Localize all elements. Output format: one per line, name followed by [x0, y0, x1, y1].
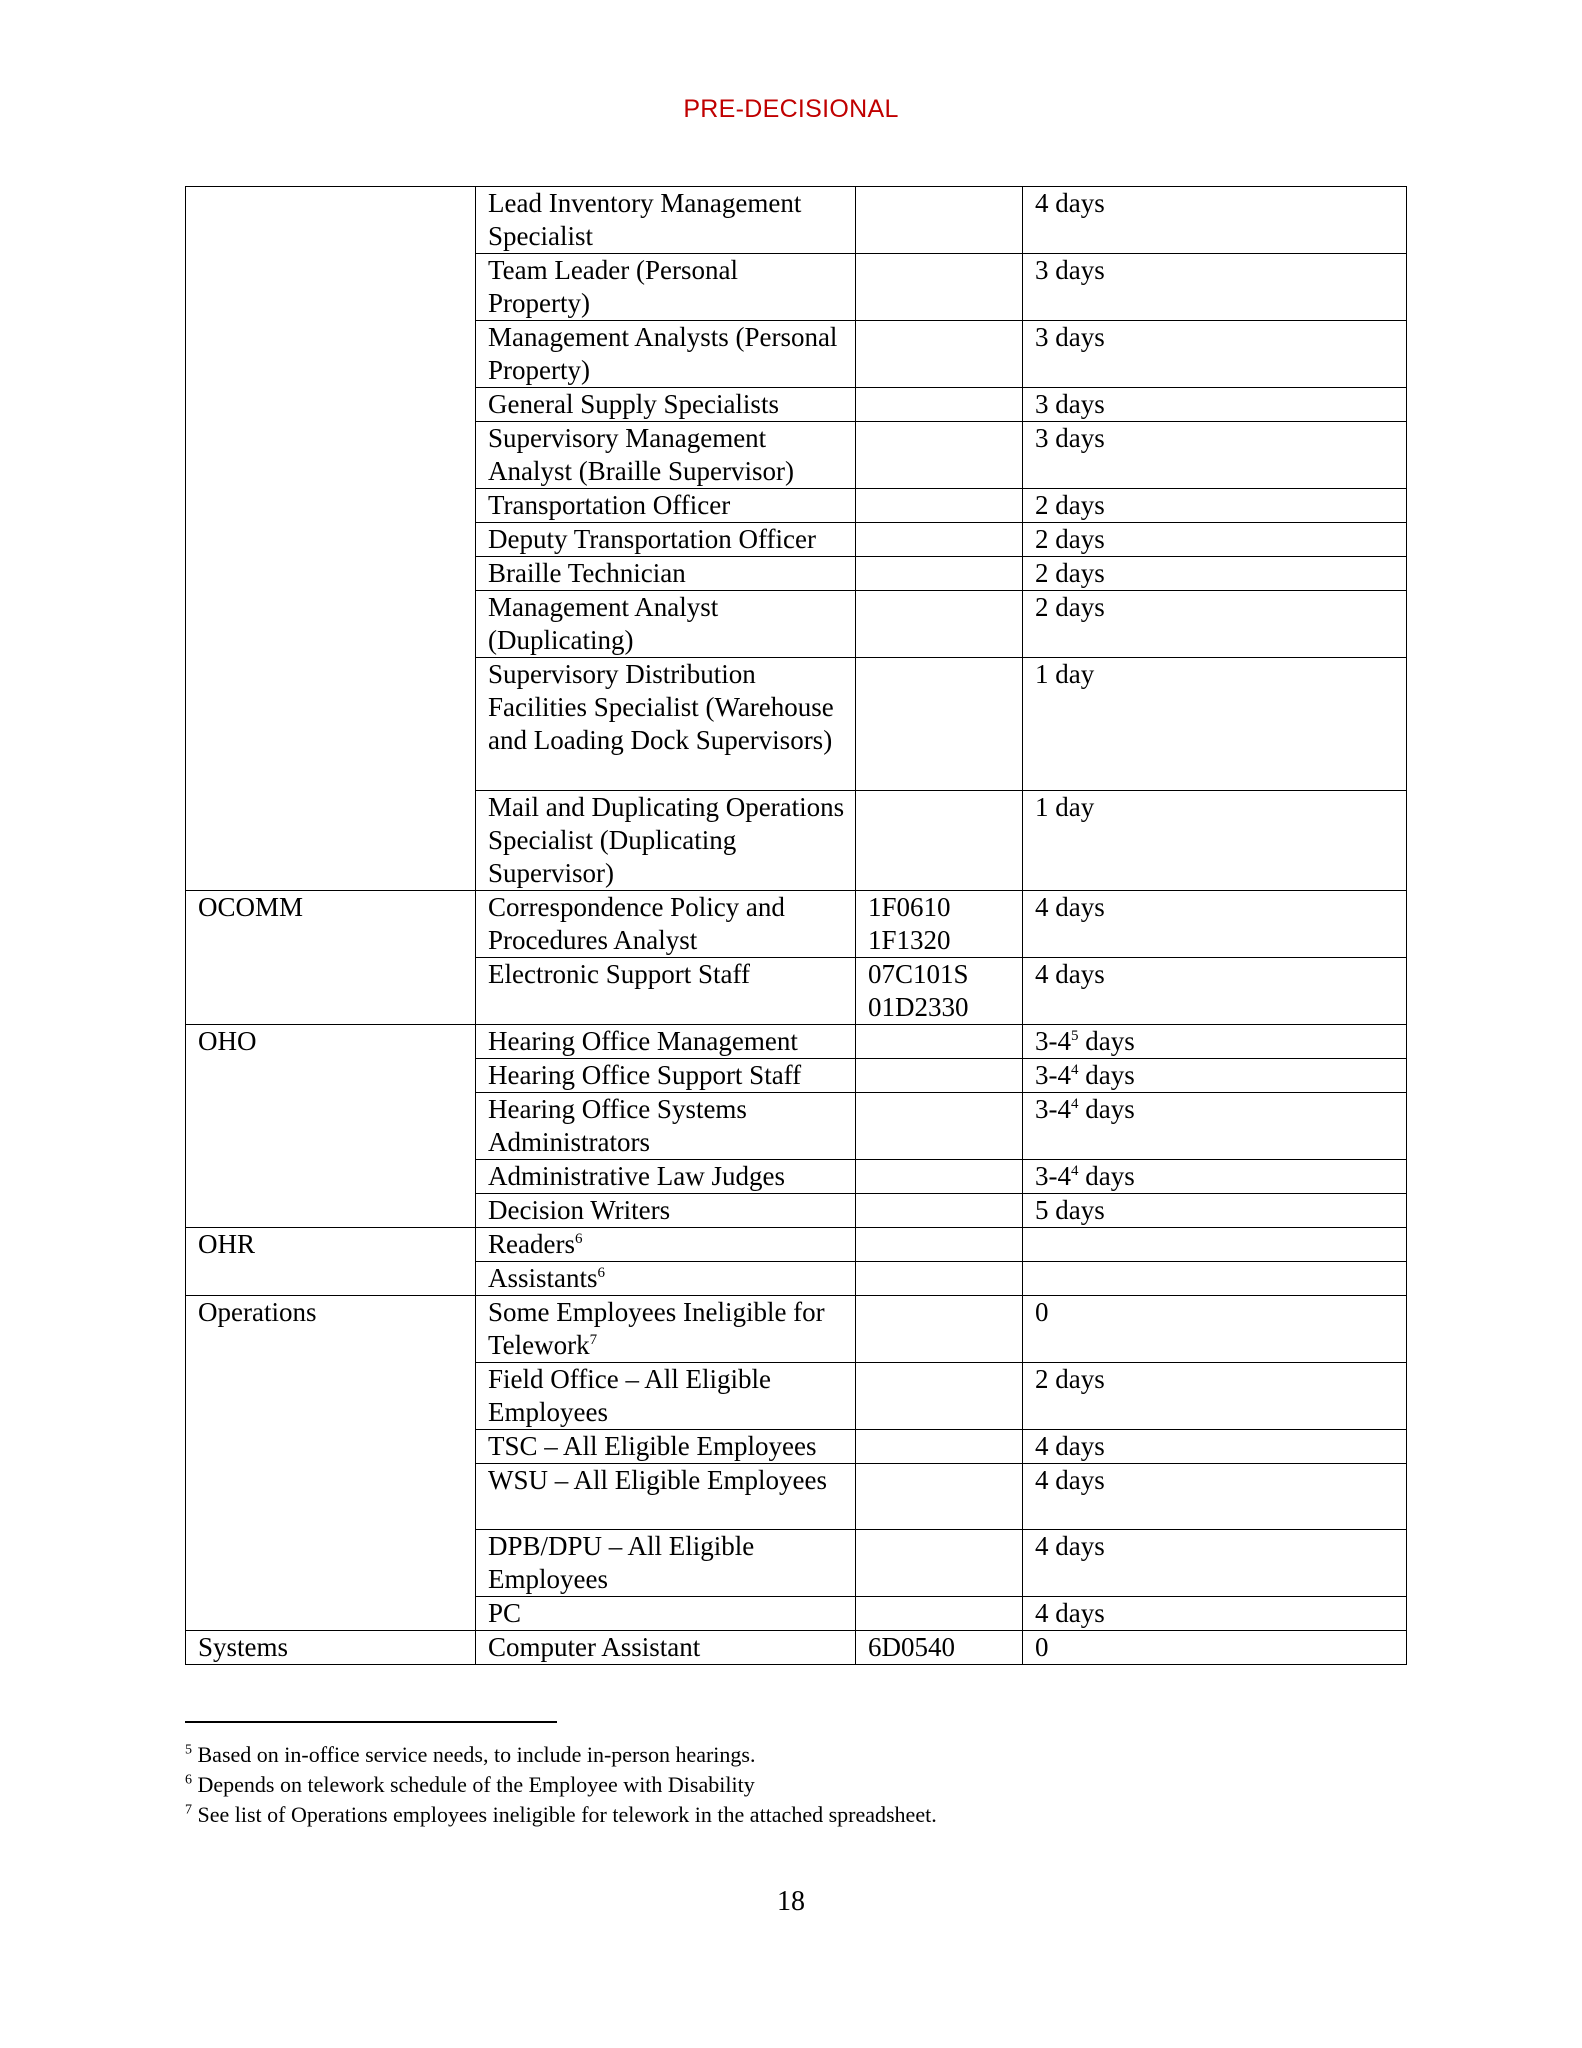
position-cell: Management Analyst (Duplicating)	[476, 591, 856, 658]
position-cell: Team Leader (Personal Property)	[476, 254, 856, 321]
footnote-ref: 6	[597, 1265, 606, 1281]
footnote-text: See list of Operations employees ineligible for telework in the attached spreadsheet.	[197, 1802, 937, 1827]
code-cell	[856, 1363, 1023, 1430]
position-cell	[476, 1262, 856, 1296]
days-cell: 4 days	[1023, 187, 1407, 254]
days-cell: 3 days	[1023, 388, 1407, 422]
position-cell: Supervisory Distribution Facilities Specialist (Warehouse and Loading Dock Supervisors)	[476, 658, 856, 791]
code-cell	[856, 422, 1023, 489]
footnote-ref: 7	[589, 1332, 598, 1348]
days-cell	[1023, 1093, 1407, 1160]
days-cell: 0	[1023, 1631, 1407, 1665]
component-cell: OCOMM	[186, 891, 476, 958]
days-cell	[1023, 1025, 1407, 1059]
code-cell	[856, 1025, 1023, 1059]
component-cell	[186, 1093, 476, 1160]
days-cell: 2 days	[1023, 557, 1407, 591]
footnote	[185, 1740, 1385, 1770]
component-cell: OHO	[186, 1025, 476, 1059]
footnote-ref: 4	[1071, 1163, 1079, 1179]
days-value: 3-4	[1035, 1026, 1071, 1056]
position-cell: Braille Technician	[476, 557, 856, 591]
footnote-number: 6	[185, 1772, 192, 1788]
days-cell: 3 days	[1023, 422, 1407, 489]
component-cell	[186, 1262, 476, 1296]
days-cell: 1 day	[1023, 658, 1407, 791]
days-unit: days	[1078, 1161, 1135, 1191]
table-row	[186, 1363, 1407, 1430]
position-cell: WSU – All Eligible Employees	[476, 1464, 856, 1530]
code-cell	[856, 891, 1023, 958]
component-cell	[186, 254, 476, 321]
position-cell: DPB/DPU – All Eligible Employees	[476, 1530, 856, 1597]
component-cell	[186, 557, 476, 591]
position-cell: Hearing Office Support Staff	[476, 1059, 856, 1093]
code-cell	[856, 1430, 1023, 1464]
component-cell	[186, 388, 476, 422]
table-row	[186, 422, 1407, 489]
code-cell	[856, 791, 1023, 891]
position-text: Assistants	[488, 1263, 598, 1293]
code-cell	[856, 1093, 1023, 1160]
position-cell: Field Office – All Eligible Employees	[476, 1363, 856, 1430]
days-value: 3-4	[1035, 1094, 1071, 1124]
position-cell: Lead Inventory Management Specialist	[476, 187, 856, 254]
table-row	[186, 1025, 1407, 1059]
component-cell	[186, 1363, 476, 1430]
table-row	[186, 1059, 1407, 1093]
code-line: 07C101S	[868, 959, 969, 989]
days-unit: days	[1078, 1094, 1135, 1124]
code-cell	[856, 1160, 1023, 1194]
table-row	[186, 1093, 1407, 1160]
footnote-ref: 6	[574, 1231, 583, 1247]
position-cell: Correspondence Policy and Procedures Analyst	[476, 891, 856, 958]
days-cell: 4 days	[1023, 1597, 1407, 1631]
days-cell: 5 days	[1023, 1194, 1407, 1228]
component-cell	[186, 1430, 476, 1464]
code-cell	[856, 1059, 1023, 1093]
code-cell	[856, 557, 1023, 591]
days-cell: 4 days	[1023, 1430, 1407, 1464]
position-cell: TSC – All Eligible Employees	[476, 1430, 856, 1464]
days-value: 3-4	[1035, 1060, 1071, 1090]
code-cell	[856, 1262, 1023, 1296]
component-cell: Operations	[186, 1296, 476, 1363]
code-cell	[856, 1194, 1023, 1228]
component-cell	[186, 422, 476, 489]
code-cell	[856, 388, 1023, 422]
code-cell	[856, 489, 1023, 523]
footnote-number: 5	[185, 1742, 192, 1758]
table-row	[186, 891, 1407, 958]
code-cell	[856, 1464, 1023, 1530]
code-cell	[856, 1228, 1023, 1262]
code-cell	[856, 658, 1023, 791]
code-cell	[856, 1530, 1023, 1597]
code-cell	[856, 1296, 1023, 1363]
days-cell: 4 days	[1023, 1464, 1407, 1530]
days-cell: 4 days	[1023, 891, 1407, 958]
code-cell: 6D0540	[856, 1631, 1023, 1665]
table-row	[186, 958, 1407, 1025]
component-cell	[186, 658, 476, 791]
table-row	[186, 1194, 1407, 1228]
component-cell	[186, 591, 476, 658]
position-cell: Transportation Officer	[476, 489, 856, 523]
table-row	[186, 591, 1407, 658]
component-cell	[186, 489, 476, 523]
position-cell	[476, 1228, 856, 1262]
component-cell	[186, 187, 476, 254]
code-cell	[856, 1597, 1023, 1631]
days-cell: 2 days	[1023, 489, 1407, 523]
table-row	[186, 1530, 1407, 1597]
table-row	[186, 254, 1407, 321]
table-row	[186, 1430, 1407, 1464]
table-row	[186, 1160, 1407, 1194]
position-text: Readers	[488, 1229, 575, 1259]
code-cell	[856, 254, 1023, 321]
table-row	[186, 187, 1407, 254]
code-line: 1F0610	[868, 892, 951, 922]
table-row	[186, 321, 1407, 388]
position-cell: Supervisory Management Analyst (Braille Supervisor)	[476, 422, 856, 489]
code-cell	[856, 321, 1023, 388]
component-cell	[186, 523, 476, 557]
code-cell	[856, 591, 1023, 658]
component-cell	[186, 1194, 476, 1228]
table-row	[186, 523, 1407, 557]
table-row	[186, 1464, 1407, 1530]
position-cell	[476, 1296, 856, 1363]
table-row	[186, 1296, 1407, 1363]
position-cell: Decision Writers	[476, 1194, 856, 1228]
position-cell: Mail and Duplicating Operations Specialist (Duplicating Supervisor)	[476, 791, 856, 891]
table-row	[186, 489, 1407, 523]
component-cell	[186, 958, 476, 1025]
table-row	[186, 388, 1407, 422]
days-cell: 2 days	[1023, 591, 1407, 658]
footnote	[185, 1770, 1385, 1800]
days-cell	[1023, 1228, 1407, 1262]
days-cell: 3 days	[1023, 321, 1407, 388]
table-row	[186, 1631, 1407, 1665]
component-cell	[186, 1464, 476, 1530]
component-cell	[186, 1059, 476, 1093]
days-cell: 1 day	[1023, 791, 1407, 891]
component-cell	[186, 1160, 476, 1194]
position-cell: Hearing Office Systems Administrators	[476, 1093, 856, 1160]
component-cell	[186, 321, 476, 388]
component-cell	[186, 791, 476, 891]
page-number: 18	[777, 1886, 805, 1917]
position-cell: Deputy Transportation Officer	[476, 523, 856, 557]
code-cell	[856, 187, 1023, 254]
code-cell	[856, 958, 1023, 1025]
days-cell	[1023, 1160, 1407, 1194]
component-cell	[186, 1597, 476, 1631]
position-cell: Hearing Office Management	[476, 1025, 856, 1059]
position-cell: Administrative Law Judges	[476, 1160, 856, 1194]
component-cell: Systems	[186, 1631, 476, 1665]
days-unit: days	[1078, 1060, 1135, 1090]
position-cell: Management Analysts (Personal Property)	[476, 321, 856, 388]
days-unit: days	[1078, 1026, 1135, 1056]
table-row	[186, 791, 1407, 891]
position-cell: Computer Assistant	[476, 1631, 856, 1665]
footnote-number: 7	[185, 1802, 192, 1818]
table-row	[186, 1262, 1407, 1296]
position-text: Some Employees Ineligible for Telework	[488, 1297, 825, 1360]
table-row	[186, 658, 1407, 791]
code-line: 01D2330	[868, 992, 969, 1022]
days-cell: 2 days	[1023, 1363, 1407, 1430]
days-cell: 4 days	[1023, 958, 1407, 1025]
footnote	[185, 1800, 1385, 1830]
table-row	[186, 1597, 1407, 1631]
component-cell: OHR	[186, 1228, 476, 1262]
days-cell: 0	[1023, 1296, 1407, 1363]
footnote-separator	[185, 1721, 557, 1723]
footnote-text: Depends on telework schedule of the Employee with Disability	[197, 1772, 755, 1797]
position-cell: PC	[476, 1597, 856, 1631]
position-cell: General Supply Specialists	[476, 388, 856, 422]
days-cell: 2 days	[1023, 523, 1407, 557]
days-cell	[1023, 1262, 1407, 1296]
days-cell: 3 days	[1023, 254, 1407, 321]
position-cell: Electronic Support Staff	[476, 958, 856, 1025]
days-value: 3-4	[1035, 1161, 1071, 1191]
code-line: 1F1320	[868, 925, 951, 955]
pre-decisional-header: PRE-DECISIONAL	[683, 95, 899, 123]
footnote-ref: 5	[1071, 1028, 1079, 1044]
table-row	[186, 1228, 1407, 1262]
telework-days-table	[185, 186, 1407, 1665]
footnotes	[185, 1740, 1385, 1830]
footnote-ref: 4	[1071, 1062, 1079, 1078]
component-cell	[186, 1530, 476, 1597]
footnote-ref: 4	[1071, 1096, 1079, 1112]
days-cell: 4 days	[1023, 1530, 1407, 1597]
table-row	[186, 557, 1407, 591]
code-cell	[856, 523, 1023, 557]
days-cell	[1023, 1059, 1407, 1093]
footnote-text: Based on in-office service needs, to include in-person hearings.	[197, 1742, 756, 1767]
